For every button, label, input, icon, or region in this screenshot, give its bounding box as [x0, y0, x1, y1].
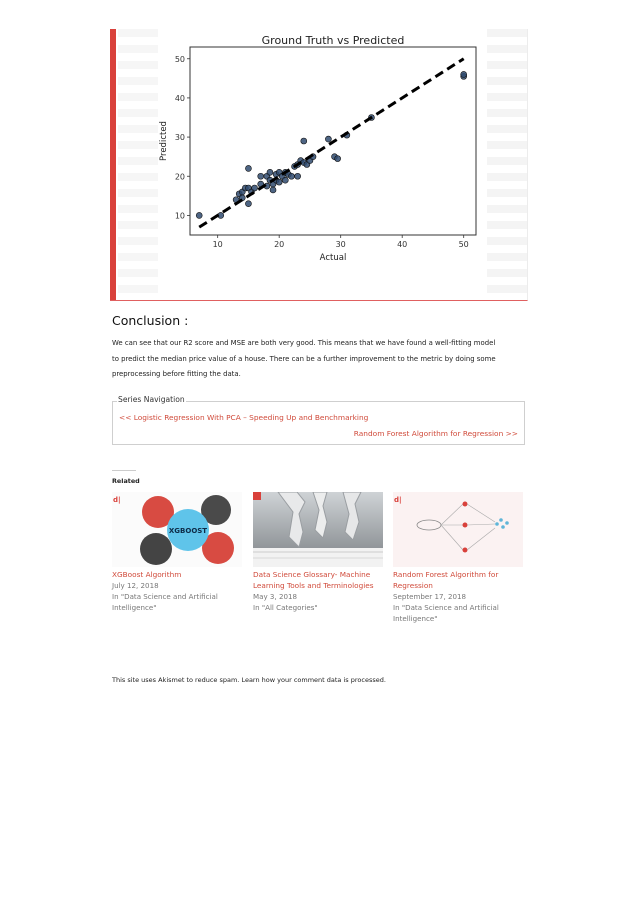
akismet-text: This site uses Akismet to reduce spam. [112, 676, 240, 684]
conclusion-line: We can see that our R2 score and MSE are both very good. This means that we have found a well-fitting model [112, 339, 496, 347]
chart-figure [110, 29, 528, 301]
x-tick-label: 20 [274, 240, 285, 249]
akismet-link[interactable]: Learn how your comment data is processed. [241, 676, 386, 684]
data-point [276, 179, 282, 185]
y-tick-label: 30 [174, 133, 185, 143]
related-thumbnail[interactable] [253, 492, 383, 567]
related-date: July 12, 2018 [112, 581, 159, 590]
series-navigation-box [112, 401, 525, 445]
data-point [270, 187, 276, 193]
related-category: In "All Categories" [253, 603, 318, 612]
series-prev-link[interactable]: << Logistic Regression With PCA – Speeding Up and Benchmarking [119, 413, 369, 422]
related-category: In "Data Science and Artificial Intelligence" [112, 592, 218, 612]
data-point [335, 156, 341, 162]
x-tick-label: 40 [397, 240, 408, 249]
data-point [461, 71, 467, 77]
x-tick-label: 50 [458, 240, 469, 249]
x-tick-label: 10 [212, 240, 223, 249]
related-heading: Related [112, 477, 140, 485]
conclusion-body [112, 336, 526, 383]
related-category: In "Data Science and Artificial Intelligence" [393, 603, 499, 623]
data-point [301, 138, 307, 144]
data-point [282, 177, 288, 183]
related-thumbnail[interactable] [112, 492, 242, 567]
data-point [325, 136, 331, 142]
data-point [245, 201, 251, 207]
data-point [267, 169, 273, 175]
conclusion-line: preprocessing before fitting the data. [112, 370, 241, 378]
svg-text:d|: d| [113, 496, 121, 504]
svg-text:XGBOOST: XGBOOST [168, 527, 208, 535]
related-date: May 3, 2018 [253, 592, 297, 601]
data-point [288, 173, 294, 179]
conclusion-line: to predict the median price value of a house. There can be a further improvement to the metric by doing some [112, 354, 496, 363]
data-point [258, 173, 264, 179]
series-navigation-legend: Series Navigation [118, 395, 185, 404]
series-next-link[interactable]: Random Forest Algorithm for Regression >> [353, 429, 518, 438]
related-link[interactable]: Data Science Glossary- Machine Learning Tools and Terminologies [253, 570, 374, 590]
data-point [196, 212, 202, 218]
y-tick-label: 40 [174, 93, 185, 103]
y-tick-label: 20 [174, 172, 185, 182]
data-point [245, 165, 251, 171]
related-card-random-forest [393, 492, 523, 624]
y-tick-label: 10 [174, 211, 185, 221]
conclusion-heading: Conclusion : [112, 313, 189, 328]
data-point [295, 173, 301, 179]
chart-title: Ground Truth vs Predicted [261, 34, 405, 47]
related-card-glossary [253, 492, 383, 613]
data-point [252, 185, 258, 191]
related-link[interactable]: Random Forest Algorithm for Regression [393, 570, 499, 590]
akismet-notice [112, 676, 386, 684]
related-date: September 17, 2018 [393, 592, 467, 601]
y-axis-label: Predicted [159, 121, 169, 161]
related-card-xgboost [112, 492, 242, 613]
x-tick-label: 30 [335, 240, 346, 249]
related-thumbnail[interactable] [393, 492, 523, 567]
y-tick-label: 50 [174, 54, 185, 64]
svg-text:d|: d| [394, 496, 402, 504]
related-divider [112, 470, 136, 471]
related-link[interactable]: XGBoost Algorithm [112, 570, 182, 579]
x-axis-label: Actual [319, 253, 347, 263]
scatter-chart [110, 29, 528, 301]
